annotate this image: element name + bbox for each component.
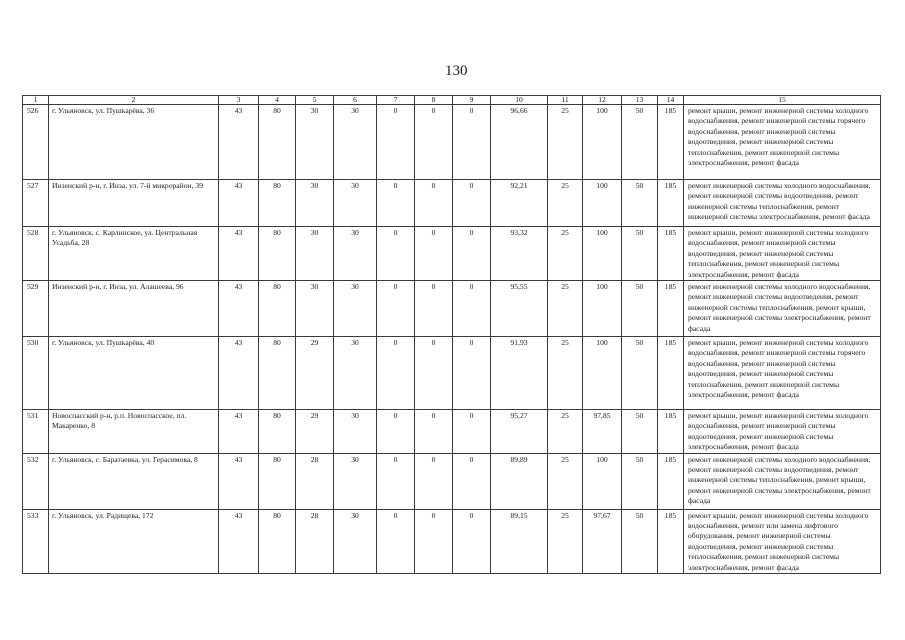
value-cell-c6: 30	[334, 105, 377, 180]
value-cell-c13: 50	[622, 281, 658, 337]
value-cell-c7: 0	[377, 180, 415, 227]
row-number: 528	[23, 227, 49, 281]
value-cell-c8: 0	[415, 281, 453, 337]
row-number: 531	[23, 410, 49, 454]
column-header-12: 12	[583, 96, 622, 105]
works-cell: ремонт крыши, ремонт инженерной системы холодного водоснабжения, ремонт инженерной системы горячего водоснабжения, ремонт инженерной системы водоотведения, ремонт инженерной системы теплоснабжения, ремонт инженерной системы электроснабжения, ремонт фасада	[684, 337, 881, 410]
value-cell-c10: 89,15	[491, 509, 548, 573]
value-cell-c10: 95,27	[491, 410, 548, 454]
table-row	[23, 227, 881, 281]
value-cell-c7: 0	[377, 105, 415, 180]
value-cell-c11: 25	[548, 453, 583, 509]
value-cell-c14: 185	[658, 180, 684, 227]
address-cell: г. Ульяновск, с. Карлинское, ул. Центральная Усадьба, 28	[49, 227, 219, 281]
value-cell-c3: 43	[219, 180, 259, 227]
column-header-3: 3	[219, 96, 259, 105]
value-cell-c4: 80	[259, 453, 296, 509]
value-cell-c7: 0	[377, 509, 415, 573]
value-cell-c11: 25	[548, 105, 583, 180]
value-cell-c3: 43	[219, 453, 259, 509]
value-cell-c13: 50	[622, 410, 658, 454]
value-cell-c10: 89,89	[491, 453, 548, 509]
works-cell: ремонт крыши, ремонт инженерной системы холодного водоснабжения, ремонт инженерной системы водоотведения, ремонт инженерной системы теплоснабжения, ремонт инженерной системы электроснабжения, ремонт фасада	[684, 227, 881, 281]
works-cell: ремонт крыши, ремонт инженерной системы холодного водоснабжения, ремонт инженерной системы водоотведения, ремонт инженерной системы электроснабжения, ремонт фасада	[684, 410, 881, 454]
column-header-10: 10	[491, 96, 548, 105]
works-cell: ремонт инженерной системы холодного водоснабжения, ремонт инженерной системы водоотведения, ремонт инженерной системы теплоснабжения, ремонт крыши, ремонт инженерной системы электроснабжения, ремонт фасада	[684, 453, 881, 509]
value-cell-c12: 100	[583, 281, 622, 337]
header-row	[23, 96, 881, 105]
table-row	[23, 180, 881, 227]
value-cell-c7: 0	[377, 337, 415, 410]
column-header-5: 5	[296, 96, 334, 105]
value-cell-c8: 0	[415, 180, 453, 227]
row-number: 527	[23, 180, 49, 227]
value-cell-c5: 30	[296, 281, 334, 337]
value-cell-c11: 25	[548, 509, 583, 573]
row-number: 530	[23, 337, 49, 410]
address-cell: г. Ульяновск, ул. Пушкарёва, 36	[49, 105, 219, 180]
column-header-11: 11	[548, 96, 583, 105]
value-cell-c12: 97,85	[583, 410, 622, 454]
value-cell-c8: 0	[415, 105, 453, 180]
value-cell-c11: 25	[548, 281, 583, 337]
value-cell-c13: 50	[622, 453, 658, 509]
column-header-1: 1	[23, 96, 49, 105]
value-cell-c14: 185	[658, 105, 684, 180]
value-cell-c8: 0	[415, 410, 453, 454]
value-cell-c6: 30	[334, 509, 377, 573]
column-header-7: 7	[377, 96, 415, 105]
value-cell-c5: 30	[296, 105, 334, 180]
value-cell-c4: 80	[259, 227, 296, 281]
value-cell-c14: 185	[658, 509, 684, 573]
value-cell-c12: 97,67	[583, 509, 622, 573]
value-cell-c4: 80	[259, 509, 296, 573]
value-cell-c12: 100	[583, 180, 622, 227]
column-header-8: 8	[415, 96, 453, 105]
address-cell: г. Ульяновск, с. Баратаевка, ул. Герасимова, 8	[49, 453, 219, 509]
table-row	[23, 105, 881, 180]
value-cell-c5: 28	[296, 509, 334, 573]
works-cell: ремонт инженерной системы холодного водоснабжения, ремонт инженерной системы водоотведения, ремонт инженерной системы теплоснабжения, ремонт инженерной системы электроснабжения, ремонт фасада	[684, 180, 881, 227]
value-cell-c4: 80	[259, 180, 296, 227]
data-table	[22, 95, 881, 574]
value-cell-c11: 25	[548, 180, 583, 227]
value-cell-c8: 0	[415, 227, 453, 281]
row-number: 533	[23, 509, 49, 573]
value-cell-c9: 0	[453, 509, 491, 573]
table-row	[23, 410, 881, 454]
value-cell-c9: 0	[453, 180, 491, 227]
value-cell-c9: 0	[453, 281, 491, 337]
value-cell-c12: 100	[583, 105, 622, 180]
value-cell-c10: 91,93	[491, 337, 548, 410]
value-cell-c11: 25	[548, 227, 583, 281]
value-cell-c13: 50	[622, 180, 658, 227]
address-cell: г. Ульяновск, ул. Пушкарёва, 40	[49, 337, 219, 410]
value-cell-c6: 30	[334, 180, 377, 227]
works-cell: ремонт инженерной системы холодного водоснабжения, ремонт инженерной системы водоотведения, ремонт инженерной системы теплоснабжения, ремонт крыши, ремонт инженерной системы электроснабжения, ремонт фасада	[684, 281, 881, 337]
row-number: 529	[23, 281, 49, 337]
value-cell-c13: 50	[622, 227, 658, 281]
value-cell-c4: 80	[259, 337, 296, 410]
row-number: 526	[23, 105, 49, 180]
value-cell-c4: 80	[259, 281, 296, 337]
table-row	[23, 509, 881, 573]
value-cell-c5: 30	[296, 180, 334, 227]
value-cell-c3: 43	[219, 410, 259, 454]
value-cell-c9: 0	[453, 453, 491, 509]
value-cell-c7: 0	[377, 453, 415, 509]
value-cell-c13: 50	[622, 509, 658, 573]
value-cell-c7: 0	[377, 281, 415, 337]
value-cell-c8: 0	[415, 453, 453, 509]
value-cell-c12: 100	[583, 227, 622, 281]
works-cell: ремонт крыши, ремонт инженерной системы холодного водоснабжения, ремонт или замена лифтового оборудования, ремонт инженерной системы водоотведения, ремонт инженерной системы теплоснабжения, ремонт инженерной системы электроснабжения, ремонт фасада	[684, 509, 881, 573]
works-cell: ремонт крыши, ремонт инженерной системы холодного водоснабжения, ремонт инженерной системы горячего водоснабжения, ремонт инженерной системы водоотведения, ремонт инженерной системы теплоснабжения, ремонт инженерной системы электроснабжения, ремонт фасада	[684, 105, 881, 180]
column-header-2: 2	[49, 96, 219, 105]
table-row	[23, 453, 881, 509]
value-cell-c6: 30	[334, 281, 377, 337]
value-cell-c11: 25	[548, 410, 583, 454]
column-header-13: 13	[622, 96, 658, 105]
value-cell-c14: 185	[658, 281, 684, 337]
column-header-4: 4	[259, 96, 296, 105]
value-cell-c5: 30	[296, 227, 334, 281]
table-row	[23, 337, 881, 410]
value-cell-c9: 0	[453, 105, 491, 180]
value-cell-c8: 0	[415, 337, 453, 410]
column-header-6: 6	[334, 96, 377, 105]
value-cell-c4: 80	[259, 105, 296, 180]
value-cell-c3: 43	[219, 105, 259, 180]
value-cell-c3: 43	[219, 281, 259, 337]
value-cell-c9: 0	[453, 227, 491, 281]
value-cell-c10: 96,66	[491, 105, 548, 180]
value-cell-c9: 0	[453, 337, 491, 410]
address-cell: Инзенский р-н, г. Инза, ул. 7-й микрорайон, 39	[49, 180, 219, 227]
value-cell-c6: 30	[334, 337, 377, 410]
value-cell-c10: 93,32	[491, 227, 548, 281]
value-cell-c12: 100	[583, 453, 622, 509]
row-number: 532	[23, 453, 49, 509]
column-header-14: 14	[658, 96, 684, 105]
table-row	[23, 281, 881, 337]
value-cell-c8: 0	[415, 509, 453, 573]
value-cell-c10: 92,21	[491, 180, 548, 227]
page-number: 130	[445, 63, 468, 79]
value-cell-c10: 95,55	[491, 281, 548, 337]
value-cell-c4: 80	[259, 410, 296, 454]
value-cell-c12: 100	[583, 337, 622, 410]
value-cell-c5: 28	[296, 453, 334, 509]
value-cell-c5: 29	[296, 410, 334, 454]
column-header-15: 15	[684, 96, 881, 105]
address-cell: Инзенский р-н, г. Инза, ул. Алашеева, 96	[49, 281, 219, 337]
column-header-9: 9	[453, 96, 491, 105]
value-cell-c11: 25	[548, 337, 583, 410]
value-cell-c13: 50	[622, 337, 658, 410]
value-cell-c7: 0	[377, 410, 415, 454]
value-cell-c14: 185	[658, 410, 684, 454]
value-cell-c14: 185	[658, 337, 684, 410]
value-cell-c7: 0	[377, 227, 415, 281]
value-cell-c14: 185	[658, 227, 684, 281]
value-cell-c5: 29	[296, 337, 334, 410]
address-cell: г. Ульяновск, ул. Радищева, 172	[49, 509, 219, 573]
address-cell: Новоспасский р-н, р.п. Новоспасское, пл. Макаренко, 8	[49, 410, 219, 454]
value-cell-c3: 43	[219, 337, 259, 410]
value-cell-c14: 185	[658, 453, 684, 509]
value-cell-c3: 43	[219, 227, 259, 281]
value-cell-c6: 30	[334, 453, 377, 509]
value-cell-c3: 43	[219, 509, 259, 573]
value-cell-c6: 30	[334, 227, 377, 281]
value-cell-c6: 30	[334, 410, 377, 454]
value-cell-c9: 0	[453, 410, 491, 454]
value-cell-c13: 50	[622, 105, 658, 180]
